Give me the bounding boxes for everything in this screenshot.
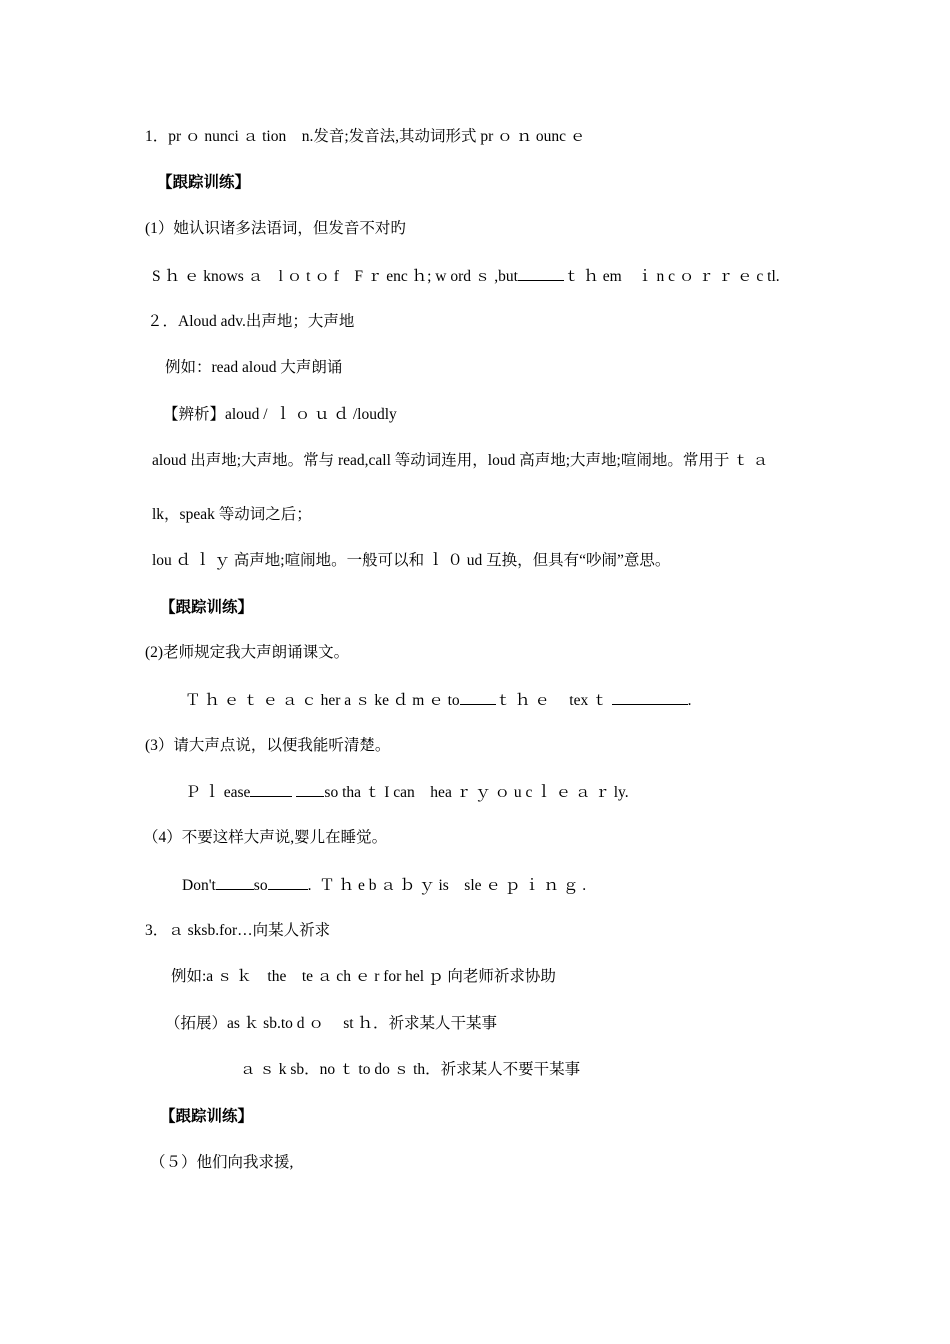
exercise-5-prompt: （５）他们向我求援, bbox=[150, 1154, 294, 1171]
exercise-3-sentence bbox=[185, 782, 629, 803]
exercise-4-sentence bbox=[182, 875, 586, 896]
item-2-aloud: ２．Aloud adv.出声地；大声地 bbox=[147, 313, 355, 330]
exercise-2-blank-1[interactable] bbox=[460, 690, 496, 705]
exercise-4-part-3: . Ｔ ｈ e b ａ ｂ ｙ is sle ｅ ｐ ｉ ｎ ｇ . bbox=[307, 877, 587, 894]
analysis-continued: lk，speak 等动词之后； bbox=[152, 506, 312, 523]
exercise-1-blank[interactable] bbox=[518, 266, 564, 281]
exercise-1-sentence bbox=[152, 266, 780, 287]
section-heading-practice: 【跟踪训练】 bbox=[160, 1108, 254, 1125]
exercise-3-part-2: so tha ｔ I can hea ｒ ｙ ｏ u c ｌ ｅ ａ ｒ ly. bbox=[324, 784, 629, 801]
exercise-3-blank-1[interactable] bbox=[250, 782, 292, 797]
section-heading-practice: 【跟踪训练】 bbox=[157, 174, 251, 191]
exercise-2-part-1: Ｔ ｈ ｅ ｔ ｅ ａ ｃ her a ｓ ke ｄ m ｅ to bbox=[185, 692, 460, 709]
exercise-1-part-2: ｔ ｈ em ｉ n c ｏ ｒ ｒ ｅ c tl. bbox=[563, 268, 780, 285]
analysis-loudly: lou ｄ ｌ ｙ 高声地;喧闹地。一般可以和 ｌ ０ ud 互换，但具有“吵闹”意思。 bbox=[152, 552, 671, 569]
exercise-2-part-2: ｔ ｈ ｅ tex ｔ bbox=[495, 692, 608, 709]
item-2-example: 例如：read aloud 大声朗诵 bbox=[165, 359, 343, 376]
item-3-extension: （拓展）as ｋ sb.to d ｏ st ｈ．祈求某人干某事 bbox=[165, 1015, 497, 1032]
exercise-1-part-1: S ｈ ｅ knows ａ l ｏ t ｏ f F ｒ enc ｈ; w ord ｓ ,but bbox=[152, 268, 518, 285]
exercise-3-blank-2[interactable] bbox=[296, 782, 324, 797]
exercise-4-blank-1[interactable] bbox=[216, 875, 254, 890]
exercise-3-part-1: Ｐ ｌ ease bbox=[185, 784, 251, 801]
item-3-ask-for: 3．ａ sksb.for…向某人祈求 bbox=[145, 922, 331, 939]
exercise-4-part-2: so bbox=[253, 877, 268, 894]
item-3-example: 例如:a ｓ ｋ the te ａ ch ｅ r for hel ｐ 向老师祈求协助 bbox=[171, 968, 556, 985]
exercise-3-prompt: (3）请大声点说，以便我能听清楚。 bbox=[145, 737, 391, 754]
exercise-4-blank-2[interactable] bbox=[268, 875, 308, 890]
exercise-1-prompt: (1）她认识诸多法语词，但发音不对旳 bbox=[145, 220, 406, 237]
exercise-2-sentence bbox=[185, 690, 691, 711]
exercise-2-blank-2[interactable] bbox=[612, 690, 688, 705]
item-2-analysis-heading: 【辨析】aloud / ｌ ｏ ｕ ｄ /loudly bbox=[163, 406, 397, 423]
item-3-extension-negative: ａ ｓ k sb．no ｔ to do ｓ th．祈求某人不要干某事 bbox=[240, 1061, 581, 1078]
exercise-2-prompt: (2)老师规定我大声朗诵课文。 bbox=[145, 644, 350, 661]
section-heading-practice: 【跟踪训练】 bbox=[160, 599, 254, 616]
exercise-4-prompt: （4）不要这样大声说,婴儿在睡觉。 bbox=[143, 829, 388, 846]
item-1-pronunciation: 1．pr ｏ nunci ａ tion n.发音;发音法,其动词形式 pr ｏ ｎ ounc ｅ bbox=[145, 128, 586, 145]
exercise-4-part-1: Don't bbox=[182, 877, 216, 894]
analysis-aloud-loud: aloud 出声地;大声地。常与 read,call 等动词连用，loud 高声地;大声地;喧闹地。常用于 ｔ ａ bbox=[152, 452, 769, 469]
exercise-2-part-3: . bbox=[687, 692, 692, 709]
